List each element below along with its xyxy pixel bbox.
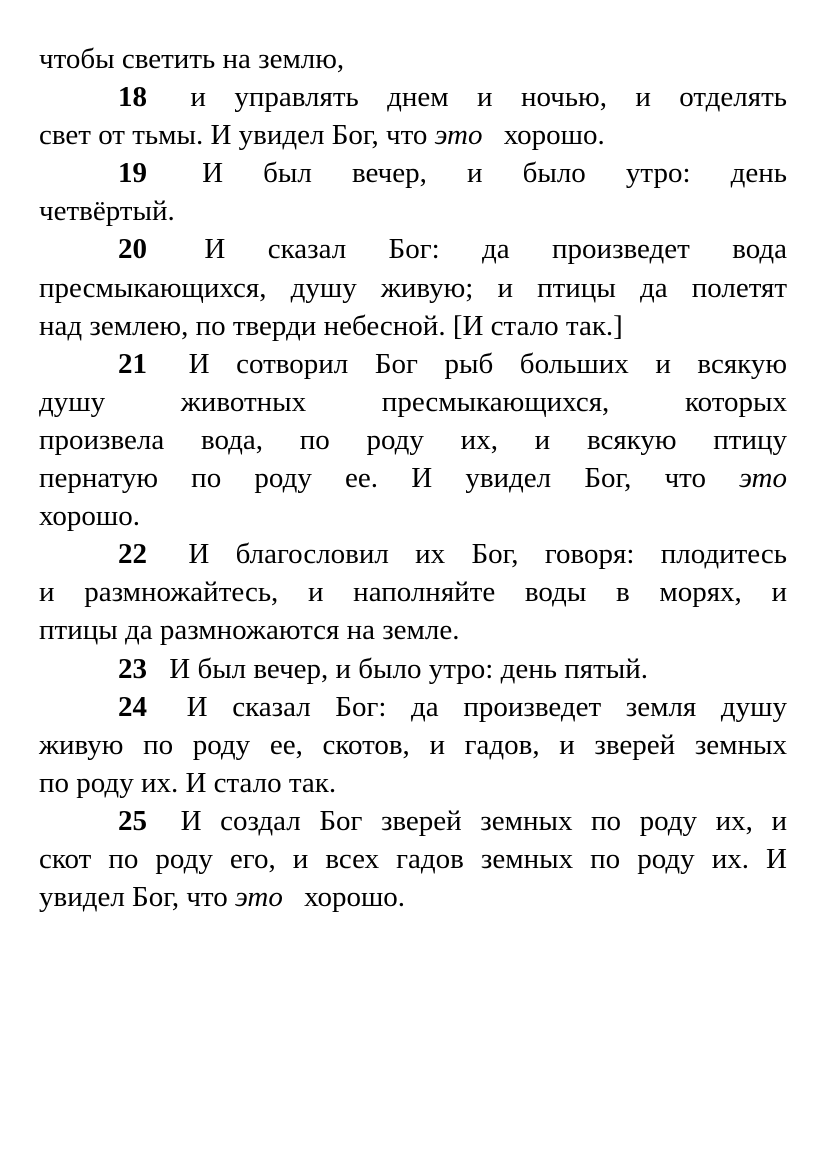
verse-text: четвёртый. (39, 195, 175, 228)
verse-text: хорошо. (39, 500, 140, 533)
verse-22 (39, 535, 787, 649)
verse-number: 18 (118, 81, 147, 114)
verse-19 (39, 154, 787, 230)
verse-23 (39, 650, 787, 688)
verse-text: свет от тьмы. И увидел Бог, что (39, 119, 428, 152)
verse-text: живую по роду ее, скотов, и гадов, и зверей земных (39, 728, 787, 761)
verse-24 (39, 688, 787, 802)
verse-number: 19 (118, 157, 147, 190)
verse-text: увидел Бог, что (39, 881, 228, 914)
scripture-page (39, 40, 787, 916)
verse-number: 23 (118, 652, 147, 685)
verse-text: И был вечер, и было утро: день (202, 157, 787, 190)
verse-text: произвела вода, по роду их, и всякую птицу (39, 423, 787, 456)
preceding-line: чтобы светить на землю, (39, 43, 345, 75)
verse-text: птицы да размножаются на земле. (39, 614, 460, 647)
verse-text: пернатую по роду ее. И увидел Бог, что (39, 462, 706, 495)
verse-text: хорошо. (503, 119, 605, 152)
verse-text: пресмыкающихся, душу живую; и птицы да полетят (39, 271, 787, 304)
verse-text: И сказал Бог: да произведет земля душу (186, 690, 787, 723)
verse-number: 22 (118, 538, 147, 571)
verse-text: И был вечер, и было утро: день пятый. (169, 652, 649, 685)
verse-text: И создал Бог зверей земных по роду их, и (180, 804, 787, 837)
verse-text: над землею, по тверди небесной. [И стало так.] (39, 309, 623, 342)
verse-25 (39, 802, 787, 916)
verse-18 (39, 78, 787, 154)
verse-number: 25 (118, 804, 147, 837)
verse-number: 21 (118, 347, 147, 380)
verse-21 (39, 345, 787, 535)
verse-number: 20 (118, 233, 147, 266)
verse-text: душу животных пресмыкающихся, которых (39, 385, 787, 418)
italic-word: это (739, 462, 788, 495)
verse-text: хорошо. (304, 881, 406, 914)
verse-text: И сотворил Бог рыб больших и всякую (188, 347, 787, 380)
verse-text: и размножайтесь, и наполняйте воды в морях, и (39, 576, 787, 609)
verse-text: по роду их. И стало так. (39, 766, 337, 799)
verse-text: скот по роду его, и всех гадов земных по роду их. И (39, 842, 787, 875)
verse-20 (39, 230, 787, 344)
verse-number: 24 (118, 690, 147, 723)
italic-word: это (434, 119, 483, 152)
italic-word: это (234, 881, 283, 914)
verse-text: и управлять днем и ночью, и отделять (190, 81, 787, 114)
verse-text: И благословил их Бог, говоря: плодитесь (188, 538, 787, 571)
verse-text: И сказал Бог: да произведет вода (204, 233, 788, 266)
